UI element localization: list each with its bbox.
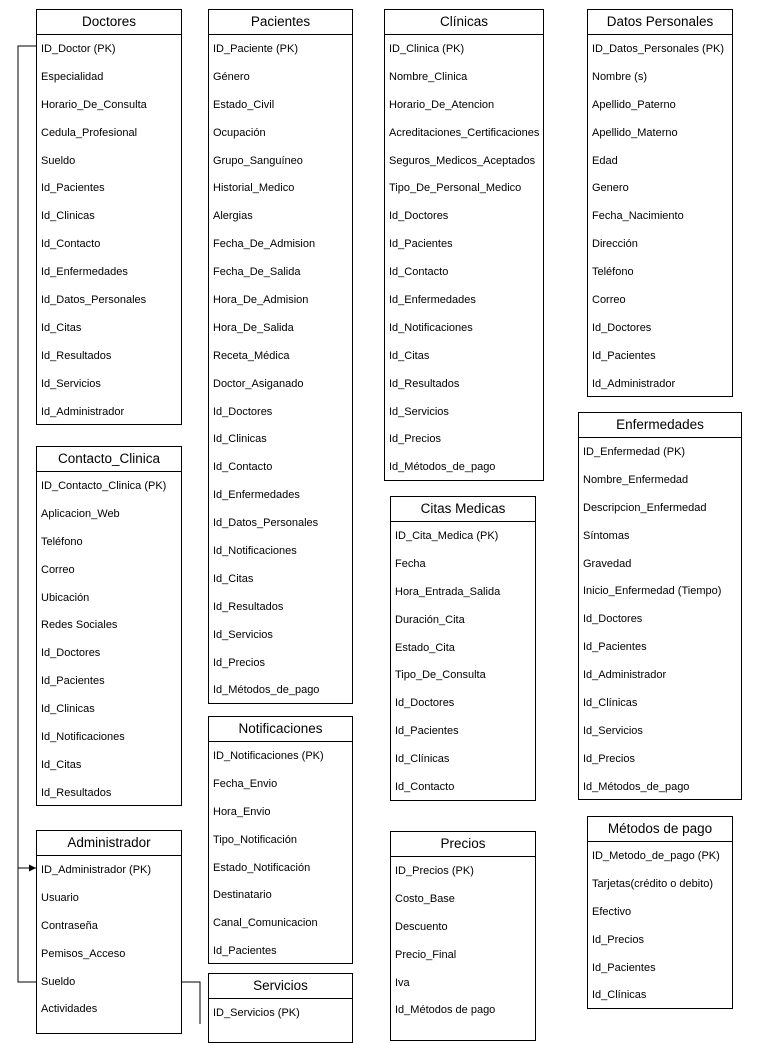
attribute-row: Id_Notificaciones	[213, 545, 297, 558]
attribute-row: Id_Métodos_de_pago	[583, 780, 690, 793]
attribute-list	[588, 842, 732, 1009]
attribute-row: Id_Pacientes	[592, 961, 656, 974]
attribute-row: Id_Servicios	[213, 628, 273, 641]
attribute-row: ID_Cita_Medica (PK)	[395, 530, 499, 542]
entity-title: Administrador	[37, 831, 181, 856]
attribute-row: Id_Métodos de pago	[395, 1004, 496, 1017]
attribute-row: Edad	[592, 154, 618, 167]
attribute-row: Id_Clinicas	[41, 703, 95, 716]
attribute-row: ID_Servicios (PK)	[213, 1007, 300, 1019]
entity-datos-personales[interactable]	[587, 9, 733, 397]
entity-enfermedades[interactable]	[578, 412, 742, 800]
attribute-row: Id_Servicios	[583, 724, 643, 737]
attribute-row: Id_Doctores	[41, 647, 101, 660]
attribute-list	[391, 857, 535, 1024]
attribute-row: Id_Pacientes	[583, 641, 647, 654]
attribute-row: ID_Clinica (PK)	[389, 43, 465, 55]
attribute-row: Fecha_De_Admision	[213, 238, 316, 251]
attribute-row: Aplicacion_Web	[41, 507, 120, 520]
attribute-row: Id_Resultados	[389, 377, 460, 390]
attribute-row: Duración_Cita	[395, 613, 465, 626]
attribute-row: Cedula_Profesional	[41, 126, 138, 139]
attribute-row: Ocupación	[213, 126, 266, 139]
attribute-row: ID_Enfermedad (PK)	[583, 446, 686, 458]
attribute-row: Id_Citas	[389, 349, 430, 362]
attribute-row: Canal_Comunicacion	[213, 917, 318, 930]
attribute-row: Descripcion_Enfermedad	[583, 501, 707, 514]
attribute-row: Especialidad	[41, 70, 104, 83]
entity-title: Enfermedades	[579, 413, 741, 438]
attribute-row: Síntomas	[583, 529, 630, 542]
attribute-row: Costo_Base	[395, 892, 455, 905]
attribute-row: Tipo_De_Consulta	[395, 669, 486, 682]
entity-title: Precios	[391, 832, 535, 857]
attribute-row: Id_Doctores	[583, 613, 643, 626]
attribute-row: ID_Notificaciones (PK)	[213, 750, 324, 762]
entity-title: Clínicas	[385, 10, 543, 35]
attribute-row: Id_Notificaciones	[41, 731, 125, 744]
entity-title: Contacto_Clinica	[37, 447, 181, 472]
attribute-row: Horario_De_Consulta	[41, 98, 147, 111]
attribute-row: Descuento	[395, 920, 448, 933]
attribute-row: Teléfono	[592, 266, 634, 279]
attribute-row: Estado_Civil	[213, 98, 275, 111]
attribute-row: Id_Datos_Personales	[213, 517, 319, 530]
attribute-row: Efectivo	[592, 905, 632, 918]
attribute-row: Contraseña	[41, 919, 98, 932]
attribute-row: Gravedad	[583, 557, 632, 570]
attribute-row: Nombre (s)	[592, 70, 648, 83]
entity-title: Datos Personales	[588, 10, 732, 35]
attribute-row: Acreditaciones_Certificaciones	[389, 126, 540, 139]
entity-title: Doctores	[37, 10, 181, 35]
attribute-row: Nombre_Clinica	[389, 70, 468, 83]
attribute-row: ID_Paciente (PK)	[213, 43, 298, 55]
attribute-row: Id_Contacto	[389, 266, 449, 279]
attribute-list	[37, 472, 181, 807]
attribute-row: Id_Administrador	[583, 669, 667, 682]
entity-doctores[interactable]	[36, 9, 182, 425]
attribute-row: Precio_Final	[395, 948, 457, 961]
attribute-row: Hora_Entrada_Salida	[395, 585, 501, 598]
attribute-row: Sueldo	[41, 975, 76, 988]
entity-servicios[interactable]	[208, 973, 353, 1043]
attribute-row: Id_Pacientes	[389, 238, 453, 251]
attribute-row: Id_Pacientes	[41, 182, 105, 195]
attribute-list	[209, 742, 352, 965]
entity-precios[interactable]	[390, 831, 536, 1041]
attribute-row: Iva	[395, 976, 410, 989]
attribute-row: Id_Clínicas	[583, 697, 638, 710]
attribute-row: Id_Servicios	[41, 377, 101, 390]
attribute-row: Receta_Médica	[213, 349, 290, 362]
entity-contacto-clinica[interactable]	[36, 446, 182, 806]
attribute-row: Id_Métodos_de_pago	[389, 461, 496, 474]
entity-administrador[interactable]	[36, 830, 182, 1034]
entity-citas-medicas[interactable]	[390, 496, 536, 801]
attribute-row: Fecha	[395, 557, 426, 570]
attribute-row: ID_Metodo_de_pago (PK)	[592, 850, 720, 862]
attribute-row: Fecha_Nacimiento	[592, 210, 684, 223]
attribute-row: Id_Precios	[592, 933, 644, 946]
entity-title: Citas Medicas	[391, 497, 535, 522]
attribute-row: Estado_Notificación	[213, 861, 311, 874]
attribute-row: Apellido_Materno	[592, 126, 678, 139]
attribute-row: Id_Enfermedades	[213, 489, 300, 502]
attribute-list	[391, 522, 535, 801]
entity-metodos-de-pago[interactable]	[587, 816, 733, 1009]
attribute-row: Horario_De_Atencion	[389, 98, 495, 111]
attribute-row: Alergias	[213, 210, 253, 223]
attribute-row: Id_Administrador	[592, 377, 676, 390]
attribute-row: Id_Pacientes	[395, 725, 459, 738]
attribute-row: Hora_De_Admision	[213, 294, 309, 307]
attribute-row: Id_Notificaciones	[389, 321, 473, 334]
attribute-row: Id_Enfermedades	[389, 294, 476, 307]
attribute-row: Id_Citas	[41, 758, 82, 771]
attribute-row: Id_Doctores	[389, 210, 449, 223]
attribute-row: Estado_Cita	[395, 641, 455, 654]
attribute-row: Dirección	[592, 238, 638, 251]
attribute-row: Id_Clínicas	[592, 989, 647, 1002]
attribute-row: Tipo_Notificación	[213, 833, 297, 846]
attribute-row: Correo	[592, 294, 626, 307]
attribute-row: Correo	[41, 563, 75, 576]
attribute-row: Pemisos_Acceso	[41, 947, 126, 960]
attribute-row: Doctor_Asiganado	[213, 377, 304, 390]
entity-pacientes[interactable]	[208, 9, 353, 704]
doctores-administrador-connector	[18, 46, 36, 868]
attribute-row: Tarjetas(crédito o debito)	[592, 877, 714, 890]
attribute-row: Tipo_De_Personal_Medico	[389, 182, 522, 195]
attribute-list	[579, 438, 741, 801]
attribute-row: Id_Doctores	[213, 405, 273, 418]
attribute-row: ID_Doctor (PK)	[41, 43, 116, 55]
attribute-row: Id_Datos_Personales	[41, 294, 147, 307]
attribute-row: Teléfono	[41, 535, 83, 548]
entity-notificaciones[interactable]	[208, 716, 353, 964]
attribute-row: Id_Contacto	[395, 781, 455, 794]
entity-title: Servicios	[209, 974, 352, 999]
attribute-row: Id_Enfermedades	[41, 266, 128, 279]
attribute-row: Nombre_Enfermedad	[583, 473, 689, 486]
attribute-row: Id_Resultados	[41, 349, 112, 362]
attribute-row: Hora_Envio	[213, 805, 271, 818]
attribute-row: Género	[213, 70, 250, 83]
attribute-row: Id_Pacientes	[213, 945, 277, 958]
attribute-row: Historial_Medico	[213, 182, 295, 195]
attribute-row: ID_Precios (PK)	[395, 865, 474, 877]
attribute-row: Id_Pacientes	[41, 675, 105, 688]
attribute-row: Id_Doctores	[395, 697, 455, 710]
attribute-row: Actividades	[41, 1003, 98, 1016]
attribute-row: Id_Contacto	[41, 238, 101, 251]
attribute-row: Genero	[592, 182, 629, 195]
attribute-row: Grupo_Sanguíneo	[213, 154, 303, 167]
attribute-row: Id_Precios	[389, 433, 441, 446]
attribute-row: Destinatario	[213, 889, 272, 902]
entity-title: Pacientes	[209, 10, 352, 35]
attribute-list	[385, 35, 543, 481]
attribute-row: Id_Clinicas	[213, 433, 267, 446]
attribute-list	[37, 856, 181, 1023]
attribute-row: Inicio_Enfermedad (Tiempo)	[583, 585, 722, 598]
attribute-row: Id_Pacientes	[592, 349, 656, 362]
attribute-row: Id_Servicios	[389, 405, 449, 418]
attribute-row: ID_Datos_Personales (PK)	[592, 43, 725, 55]
entity-title: Métodos de pago	[588, 817, 732, 842]
attribute-row: Id_Contacto	[213, 461, 273, 474]
attribute-row: Hora_De_Salida	[213, 321, 294, 334]
attribute-row: Apellido_Paterno	[592, 98, 676, 111]
attribute-row: Id_Resultados	[41, 786, 112, 799]
attribute-row: Id_Citas	[213, 572, 254, 585]
attribute-row: Id_Administrador	[41, 405, 125, 418]
attribute-row: Id_Doctores	[592, 321, 652, 334]
attribute-list	[37, 35, 181, 425]
attribute-row: Id_Clinicas	[41, 210, 95, 223]
attribute-row: Usuario	[41, 891, 79, 904]
attribute-row: Id_Citas	[41, 321, 82, 334]
attribute-row: ID_Contacto_Clinica (PK)	[41, 480, 167, 492]
attribute-row: Fecha_De_Salida	[213, 266, 301, 279]
attribute-row: Id_Métodos_de_pago	[213, 684, 320, 697]
attribute-row: Sueldo	[41, 154, 76, 167]
attribute-list	[588, 35, 732, 398]
entity-clinicas[interactable]	[384, 9, 544, 481]
attribute-row: Id_Clínicas	[395, 753, 450, 766]
attribute-list	[209, 35, 352, 704]
attribute-list	[209, 999, 352, 1027]
attribute-row: Seguros_Medicos_Aceptados	[389, 154, 536, 167]
attribute-row: Fecha_Envio	[213, 777, 278, 790]
attribute-row: Id_Precios	[583, 752, 635, 765]
attribute-row: Redes Sociales	[41, 619, 118, 632]
attribute-row: Id_Precios	[213, 656, 265, 669]
attribute-row: Id_Resultados	[213, 600, 284, 613]
entity-title: Notificaciones	[209, 717, 352, 742]
attribute-row: Ubicación	[41, 591, 90, 604]
attribute-row: ID_Administrador (PK)	[41, 864, 152, 876]
